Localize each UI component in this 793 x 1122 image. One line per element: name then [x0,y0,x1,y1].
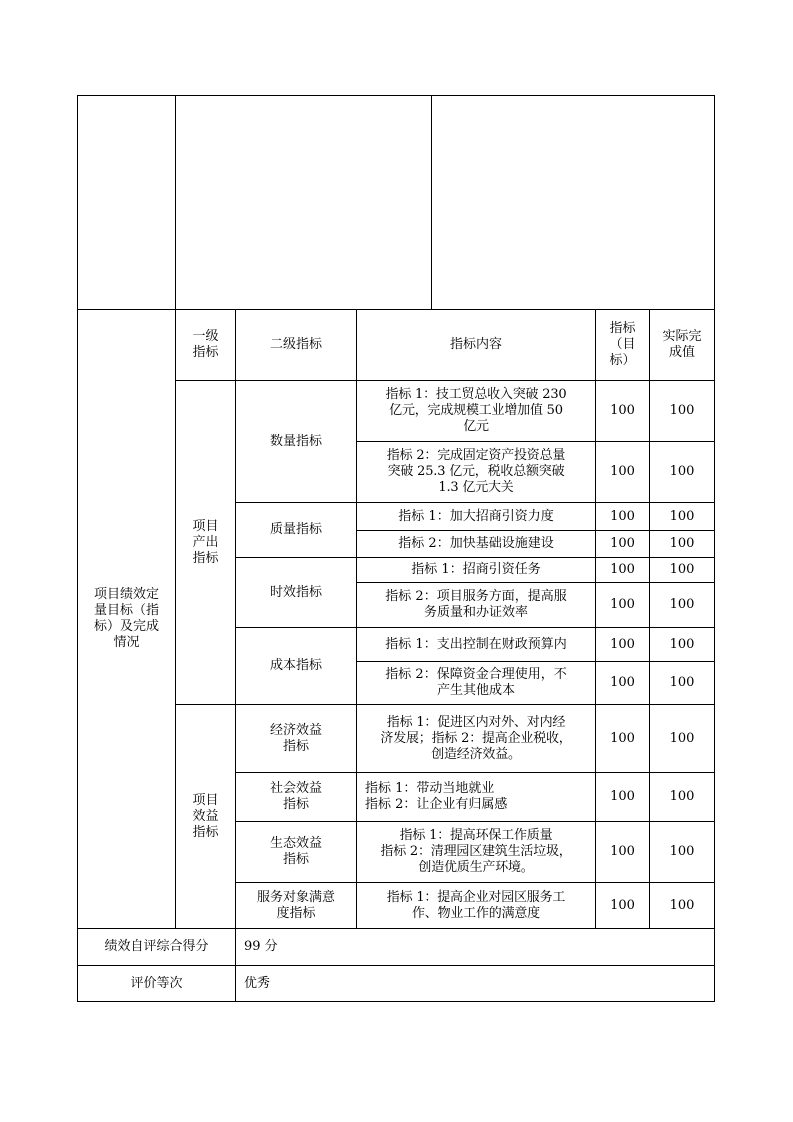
row-actual [649,627,715,662]
row-content-text: 指标 1：加大招商引资力度 [398,508,554,524]
category-quality [235,502,357,558]
row-content [356,502,596,531]
row-target [595,821,650,883]
output-group-text: 项目 产出 指标 [192,518,219,566]
row-content [356,582,596,628]
row-actual-text: 100 [669,844,695,859]
row-target [595,502,650,531]
row-actual-text: 100 [669,508,695,524]
row-actual [649,557,715,583]
header-level1-text: 一级 指标 [192,329,219,360]
category-social-text: 社会效益 指标 [269,781,322,812]
header-level2 [235,309,357,381]
row-content-text: 指标 1：技工贸总收入突破 230 亿元，完成规模工业增加值 50 亿元 [385,387,567,434]
row-content [356,530,596,558]
row-target [595,882,650,929]
grade-value [235,965,715,1002]
row-content-text: 指标 1：提高环保工作质量 指标 2：清理园区建筑生活垃圾， 创造优质生产环境。 [380,828,572,875]
score-label-text: 绩效自评综合得分 [104,939,209,954]
row-target-text: 100 [610,897,635,913]
row-content-text: 指标 1：支出控制在财政预算内 [385,636,567,652]
row-target-text: 100 [610,789,635,804]
row-target-text: 100 [610,562,635,577]
category-timeliness-text: 时效指标 [269,584,322,600]
row-content [356,882,596,929]
row-content-text: 指标 1：提高企业对园区服务工 作、物业工作的满意度 [386,889,566,921]
row-target-text: 100 [610,464,635,479]
row-content-text: 指标 2：保障资金合理使用，不 产生其他成本 [385,667,567,698]
benefit-group-cell [175,704,236,929]
row-target-text: 100 [610,536,635,551]
score-value-text: 99 分 [244,939,278,954]
category-satisfaction-text: 服务对象满意 度指标 [256,889,335,921]
row-actual-text: 100 [669,730,695,746]
row-content [356,441,596,503]
header-target-text: 指标 （目 标） [609,321,636,368]
row-target-text: 100 [610,403,635,418]
category-quantity-text: 数量指标 [269,433,322,449]
row-actual [649,530,715,558]
row-target-text: 100 [610,730,635,746]
grade-value-text: 优秀 [244,975,271,991]
row-target [595,557,650,583]
row-target-text: 100 [610,636,635,652]
row-actual [649,704,715,773]
score-label [77,928,236,966]
row-target [595,530,650,558]
section-label [77,309,176,929]
row-actual [649,772,715,822]
score-value [235,928,715,966]
performance-table [78,96,715,1002]
row-content [356,772,596,822]
row-content-text: 指标 1：招商引资任务 [411,562,541,577]
header-level1 [175,309,236,381]
blank-cell-2 [175,95,432,310]
category-cost [235,627,357,705]
category-social [235,772,357,822]
row-content-text: 指标 2：完成固定资产投资总量 突破 25.3 亿元，税收总额突破 1.3 亿元大关 [386,448,566,495]
row-actual-text: 100 [669,562,695,577]
row-actual [649,441,715,503]
header-content [356,309,596,381]
category-economic-text: 经济效益 指标 [269,722,322,754]
row-actual [649,582,715,628]
row-content [356,380,596,442]
row-content [356,821,596,883]
row-actual-text: 100 [669,897,695,913]
row-target [595,661,650,705]
row-target [595,704,650,773]
row-actual [649,502,715,531]
row-target [595,772,650,822]
row-target [595,441,650,503]
category-ecological-text: 生态效益 指标 [269,836,322,867]
row-content [356,704,596,773]
row-actual [649,882,715,929]
category-satisfaction [235,882,357,929]
row-target-text: 100 [610,508,635,524]
row-actual-text: 100 [669,597,695,612]
output-group-cell [175,380,236,705]
row-actual [649,380,715,442]
row-target [595,582,650,628]
category-quality-text: 质量指标 [269,522,322,537]
row-actual-text: 100 [669,636,695,652]
header-level2-text: 二级指标 [269,337,322,352]
row-actual [649,821,715,883]
row-target [595,380,650,442]
row-target-text: 100 [610,597,635,612]
row-actual [649,661,715,705]
row-content-text: 指标 2：加快基础设施建设 [398,536,554,551]
benefit-group-text: 项目 效益 指标 [192,792,219,840]
blank-cell-3 [431,95,715,310]
row-target [595,627,650,662]
header-target [595,309,650,381]
row-actual-text: 100 [669,403,695,418]
row-actual-text: 100 [669,675,695,690]
blank-cell-1 [77,95,176,310]
category-ecological [235,821,357,883]
header-content-text: 指标内容 [449,337,502,352]
row-actual-text: 100 [669,464,695,479]
row-target-text: 100 [610,675,635,690]
row-content [356,661,596,705]
category-timeliness [235,557,357,628]
row-content-text: 指标 1：带动当地就业 指标 2：让企业有归属感 [365,781,508,812]
grade-label-text: 评价等次 [130,975,183,991]
row-content-text: 指标 2：项目服务方面，提高服 务质量和办证效率 [385,589,567,620]
category-economic [235,704,357,773]
header-actual-text: 实际完 成值 [662,329,702,360]
row-actual-text: 100 [669,789,695,804]
row-content [356,557,596,583]
grade-label [77,965,236,1002]
row-target-text: 100 [610,844,635,859]
section-label-text: 项目绩效定 量目标（指 标）及完成 情况 [93,587,159,650]
category-cost-text: 成本指标 [269,658,322,673]
header-actual [649,309,715,381]
row-actual-text: 100 [669,536,695,551]
category-quantity [235,380,357,503]
row-content-text: 指标 1：促进区内对外、对内经 济发展；指标 2：提高企业税收， 创造经济效益。 [380,714,572,762]
row-content [356,627,596,662]
